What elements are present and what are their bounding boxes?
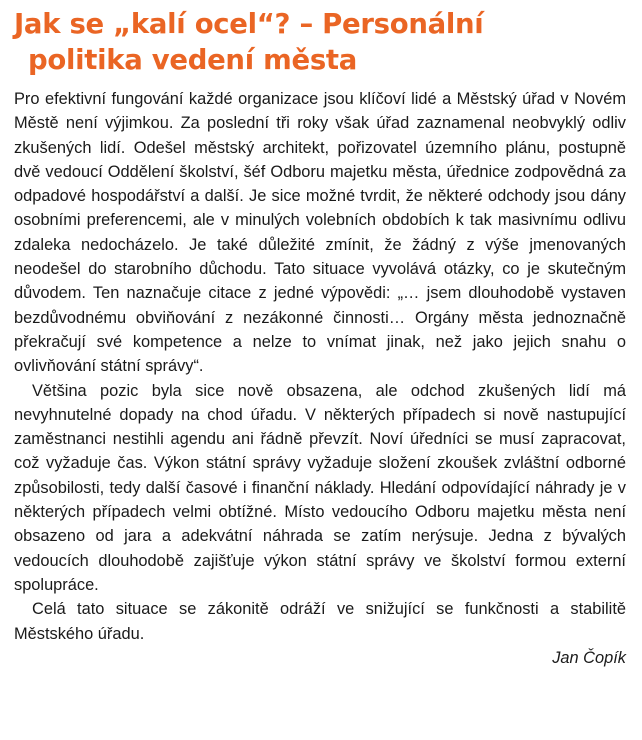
- article-title-line-1: Jak se „kalí ocel“? – Personální: [14, 8, 484, 40]
- paragraph-1: Pro efektivní fungování každé organizace jsou klíčoví lidé a Městský úřad v Novém Městě není výjimkou. Za poslední tři roky však úřad zaznamenal neobvyklý odliv zkušených lidí. Odešel městský architekt, pořizovatel územního plánu, postupně dvě vedoucí Oddělení školství, šéf Odboru majetku města, úřednice zodpovědná za odpadové hospodářství a další. Je sice možné tvrdit, že některé odchody jsou dány osobními preferencemi, ale v minulých volebních obdobích k tak masivnímu odlivu zdaleka nedocházelo. Je také důležité zmínit, že žádný z výše jmenovaných neodešel do starobního důchodu. Tato situace vyvolává otázky, co je skutečným důvodem. Ten naznačuje citace z jedné výpovědi: „… jsem dlouhodobě vystaven bezdůvodnému obviňování z nezákonné činnosti… Orgány města jednoznačně překračují své kompetence a nelze to vnímat jinak, než jako jejich snahu o ovlivňování státní správy“.: [14, 90, 626, 376]
- article-body: [14, 87, 626, 646]
- article-title: [14, 6, 626, 78]
- paragraph-2: Většina pozic byla sice nově obsazena, ale odchod zkušených lidí má nevyhnutelné dopady na chod úřadu. V některých případech si nově nastupující zaměstnanci nestihli agendu ani řádně převzít. Noví úředníci se musí zapracovat, což vyžaduje čas. Výkon státní správy vyžaduje složení zkoušek zvláštní odborné způsobilosti, tedy další časové i finanční náklady. Hledání odpovídající náhrady je v některých případech velmi obtížné. Místo vedoucího Odboru majetku města není obsazeno od jara a adekvátní náhrada se zatím nerýsuje. Jedna z bývalých vedoucích dlouhodobě zajišťuje výkon státní správy ve školství formou externí spolupráce.: [14, 381, 626, 594]
- paragraph-3: Celá tato situace se zákonitě odráží ve snižující se funkčnosti a stabilitě Městského úřadu.: [14, 600, 626, 643]
- author-signature: Jan Čopík: [552, 648, 626, 667]
- article: [14, 6, 626, 670]
- article-title-line-2: politika vedení města: [28, 44, 357, 76]
